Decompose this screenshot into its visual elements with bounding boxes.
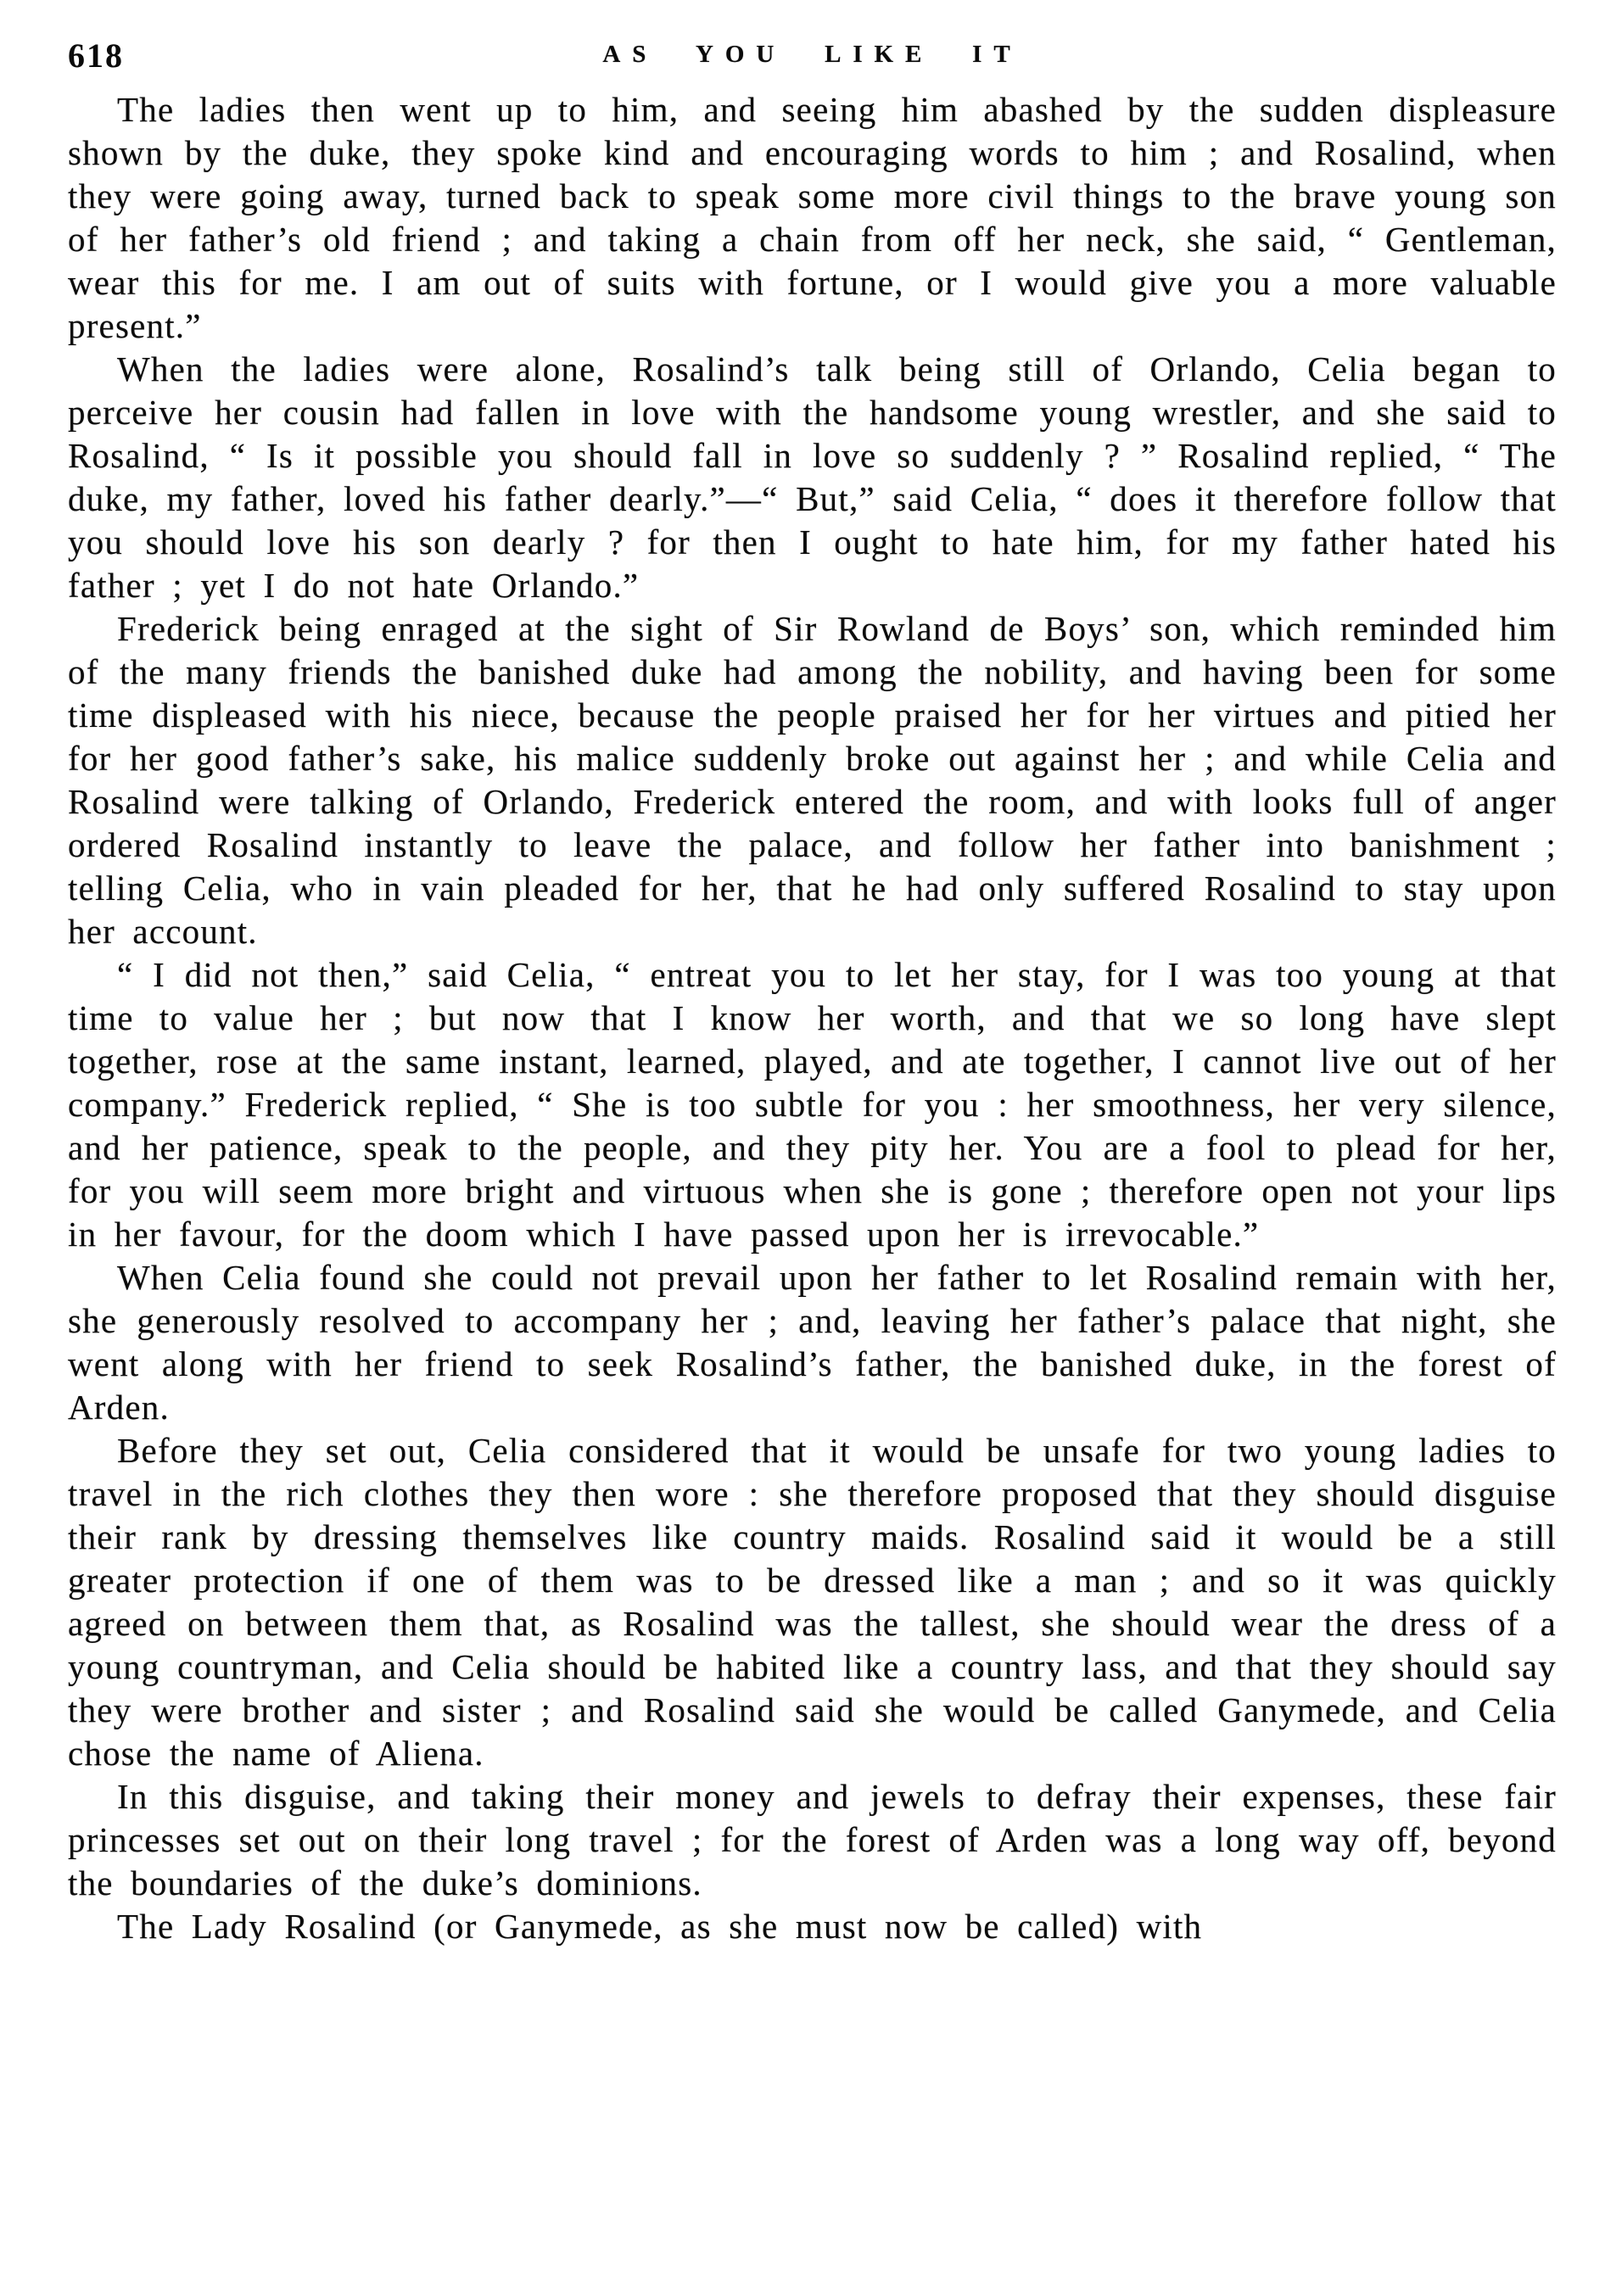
paragraph: In this disguise, and taking their money and jewels to defray their expenses, these fair princesses set out on their long travel ; for the forest of Arden was a long way off, beyond the boundaries of the duke’s dominions. <box>68 1777 1557 1902</box>
paragraph: Frederick being enraged at the sight of Sir Rowland de Boys’ son, which reminded him of the many friends the banished duke had among the nobility, and having been for some time displeased with his niece, because the people praised her for her virtues and pitied her for her good father’s sake, his malice suddenly broke out against her ; and while Celia and Rosalind were talking of Orlando, Frederick entered the room, and with looks full of anger ordered Rosalind instantly to leave the palace, and follow her father into banishment ; telling Celia, who in vain pleaded for her, that he had only suffered Rosalind to stay upon her account. <box>68 609 1557 951</box>
running-title: AS YOU LIKE IT <box>602 41 1022 68</box>
paragraph: The Lady Rosalind (or Ganymede, as she must now be called) with <box>117 1907 1203 1946</box>
page-number: 618 <box>68 36 124 75</box>
paragraph: When the ladies were alone, Rosalind’s talk being still of Orlando, Celia began to perceive her cousin had fallen in love with the handsome young wrestler, and she said to Rosalind, “ Is it possible you should fall in love so suddenly ? ” Rosalind replied, “ The duke, my father, loved his father dearly.”—“ But,” said Celia, “ does it therefore follow that you should love his son dearly ? for then I ought to hate him, for my father hated his father ; yet I do not hate Orlando.” <box>68 349 1557 605</box>
paragraph: The ladies then went up to him, and seeing him abashed by the sudden displeasure shown by the duke, they spoke kind and encouraging words to him ; and Rosalind, when they were going away, turned back to speak some more civil things to the brave young son of her father’s old friend ; and taking a chain from off her neck, she said, “ Gentleman, wear this for me. I am out of suits with fortune, or I would give you a more valuable present.” <box>68 90 1557 345</box>
paragraph: Before they set out, Celia considered that it would be unsafe for two young ladies to travel in the rich clothes they then wore : she therefore proposed that they should disguise their rank by dressing themselves like country maids. Rosalind said it would be a still greater protection if one of them was to be dressed like a man ; and so it was quickly agreed on between them that, as Rosalind was the tallest, she should wear the dress of a young countryman, and Celia should be habited like a country lass, and that they should say they were brother and sister ; and Rosalind said she would be called Ganymede, and Celia chose the name of Aliena. <box>68 1431 1557 1773</box>
page-header <box>68 34 1557 78</box>
paragraph: “ I did not then,” said Celia, “ entreat you to let her stay, for I was too young at that time to value her ; but now that I know her worth, and that we so long have slept together, rose at the same instant, learned, played, and ate together, I cannot live out of her company.” Frederick replied, “ She is too subtle for you : her smoothness, her very silence, and her patience, speak to the people, and they pity her. You are a fool to plead for her, for you will seem more bright and virtuous when she is gone ; therefore open not your lips in her favour, for the doom which I have passed upon her is irrevocable.” <box>68 955 1557 1254</box>
paragraph: When Celia found she could not prevail upon her father to let Rosalind remain with her, she generously resolved to accompany her ; and, leaving her father’s palace that night, she went along with her friend to seek Rosalind’s father, the banished duke, in the forest of Arden. <box>68 1258 1557 1427</box>
book-page <box>68 34 1557 1948</box>
page-body <box>68 88 1557 1948</box>
